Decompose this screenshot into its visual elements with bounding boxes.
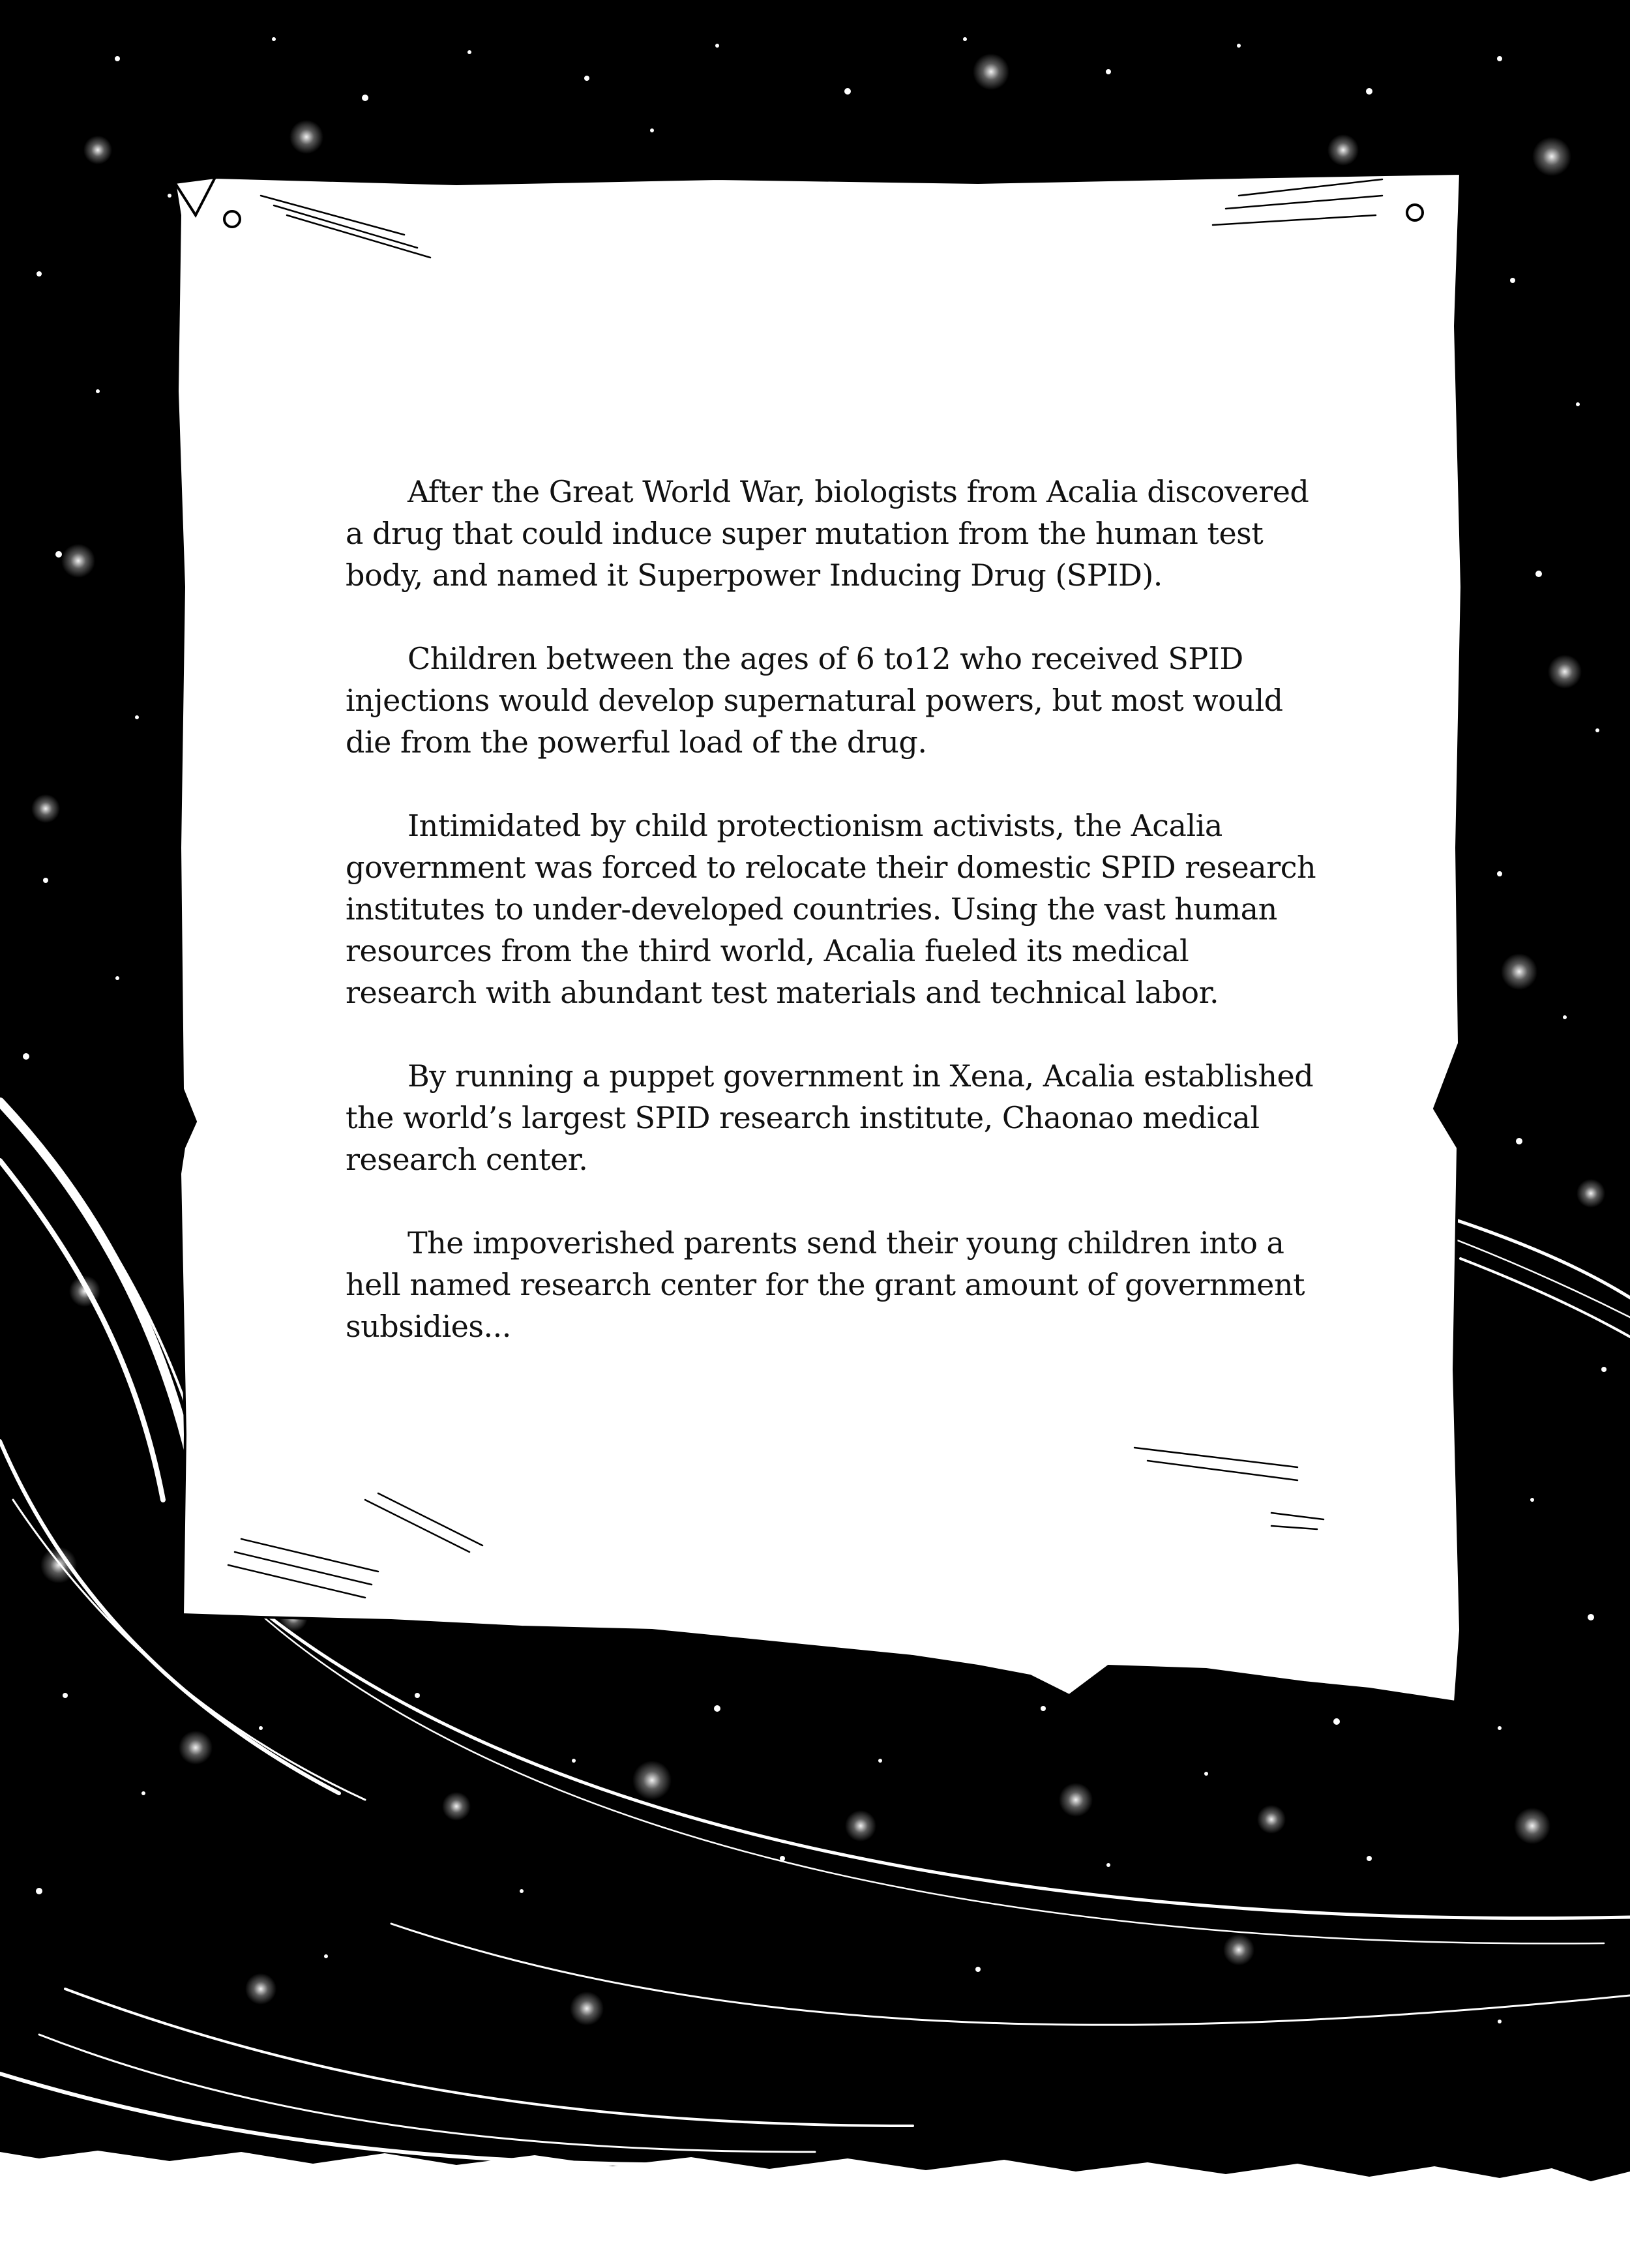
nail-hole-left — [224, 211, 240, 227]
narration-text — [346, 471, 1324, 1389]
narration-paragraph-3: Intimidated by child protectionism activists, the Acalia government was forced to relocate their domestic SPID research institutes to under-developed countries. Using the vast human resources from the third world, Acalia fueled its medical research with abundant test materials and technical labor. — [346, 808, 1316, 1010]
nail-hole-right — [1407, 205, 1423, 220]
narration-paragraph-5: The impoverished parents send their young children into a hell named research center for the grant amount of government subsidies... — [346, 1225, 1305, 1344]
narration-paragraph-2: Children between the ages of 6 to12 who received SPID injections would develop supernatural powers, but most would die from the powerful load of the drug. — [346, 641, 1283, 760]
narration-paragraph-4: By running a puppet government in Xena, Acalia established the world’s largest SPID research institute, Chaonao medical research center. — [346, 1058, 1314, 1177]
narration-paragraph-1: After the Great World War, biologists from Acalia discovered a drug that could induce super mutation from the human test body, and named it Superpower Inducing Drug (SPID). — [346, 474, 1309, 593]
